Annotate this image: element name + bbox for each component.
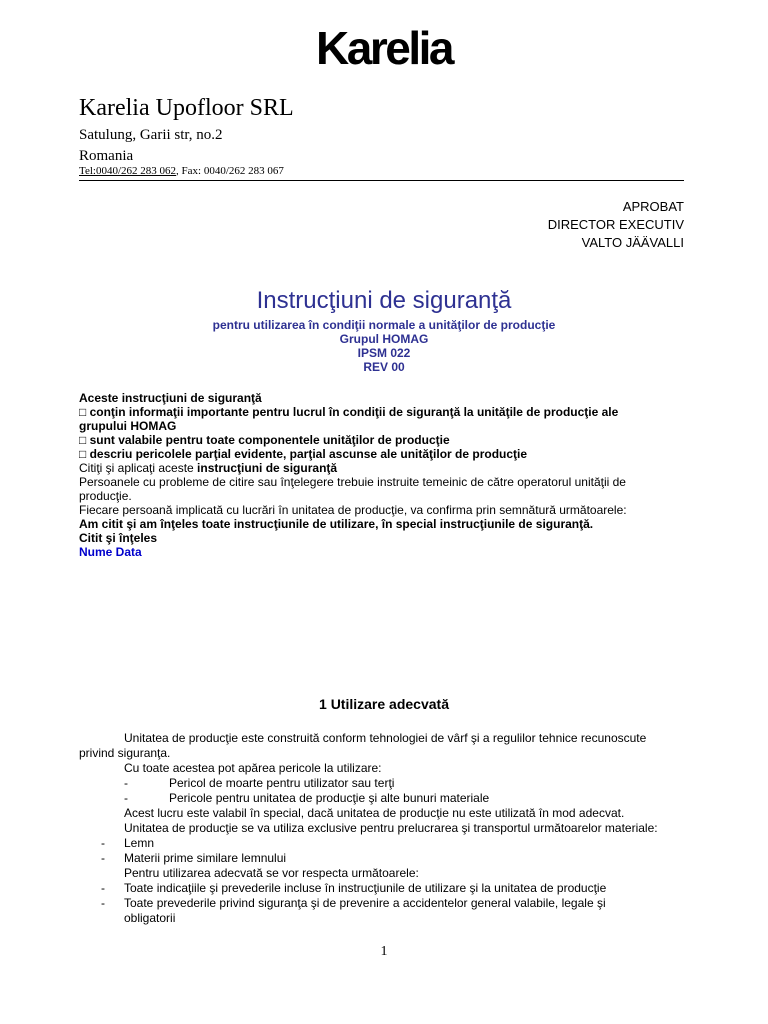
list-item-text: Lemn	[124, 836, 155, 850]
section-1-paragraph-4: Unitatea de producţie se va utiliza exclusive pentru prelucrarea şi transportul următoarelor materiale:	[124, 821, 658, 835]
intro-section	[79, 391, 679, 559]
company-name: Karelia Upofloor SRL	[79, 95, 294, 121]
approval-label: APROBAT	[622, 199, 684, 214]
list-item-text: Toate prevederile privind siguranţa şi de prevenire a accidentelor general valabile, legale şi	[124, 896, 606, 910]
fax-number: , Fax: 0040/262 283 067	[176, 165, 284, 177]
address-street: Satulung, Garii str, no.2	[79, 127, 223, 143]
name-date-label: Nume Data	[79, 545, 142, 559]
page-number: 1	[380, 944, 388, 959]
intro-bullet-1: □ conţin informaţii importante pentru lucrul în condiţii de siguranţă la unităţile de producţie ale	[79, 405, 619, 419]
header-divider	[79, 180, 684, 181]
confirmation-statement: Am citit şi am înţeles toate instrucţiunile de utilizare, în special instrucţiunile de siguranţă.	[79, 517, 594, 531]
company-logo: Karelia	[316, 22, 452, 74]
document-subtitle: pentru utilizarea în condiţii normale a unităţilor de producţie	[212, 318, 556, 332]
section-1-title: 1 Utilizare adecvată	[319, 696, 449, 712]
list-dash: -	[124, 776, 128, 790]
address-country: Romania	[79, 148, 134, 164]
reading-training-paragraph: Persoanele cu probleme de citire sau înţelegere trebuie instruite temeinic de către operatorul unităţii de producţie.	[79, 475, 626, 503]
list-dash: -	[101, 896, 105, 910]
approval-name: VALTO JÄÄVALLI	[581, 235, 684, 250]
document-code: IPSM 022	[357, 346, 411, 360]
intro-bullet-2: □ sunt valabile pentru toate componentele unităţilor de producţie	[79, 433, 450, 447]
list-item	[79, 881, 689, 896]
list-item	[79, 851, 689, 866]
section-1-paragraph-1: Unitatea de producţie este construită conform tehnologiei de vârf şi a regulilor tehnice recunoscute	[124, 731, 647, 745]
section-1-body	[79, 731, 689, 926]
document-revision: REV 00	[363, 360, 405, 374]
section-1-paragraph-5: Pentru utilizarea adecvată se vor respecta următoarele:	[124, 866, 419, 880]
list-item-text: Toate indicaţiile şi prevederile incluse în instrucţiunile de utilizare şi la unitatea de producţie	[124, 881, 607, 895]
intro-heading: Aceste instrucţiuni de siguranţă	[79, 391, 262, 405]
contact-line	[79, 164, 284, 178]
list-item-text: Pericol de moarte pentru utilizator sau terţi	[169, 776, 395, 790]
intro-bullet-1-cont: grupului HOMAG	[79, 419, 177, 433]
read-understood-label: Citit şi înţeles	[79, 531, 158, 545]
list-item-cont: obligatorii	[124, 911, 176, 925]
list-dash: -	[101, 851, 105, 865]
list-dash: -	[124, 791, 128, 805]
read-apply-line	[79, 461, 679, 475]
read-apply-bold: instrucţiuni de siguranţă	[197, 461, 338, 475]
list-item-text: Materii prime similare lemnului	[124, 851, 287, 865]
list-item	[79, 776, 689, 791]
section-1-paragraph-3: Acest lucru este valabil în special, dacă unitatea de producţie nu este utilizată în mod adecvat.	[124, 806, 625, 820]
document-group: Grupul HOMAG	[339, 332, 429, 346]
phone-number: Tel:0040/262 283 062	[79, 165, 177, 177]
intro-bullet-3: □ descriu pericolele parţial evidente, parţial ascunse ale unităţilor de producţie	[79, 447, 528, 461]
section-1-paragraph-1-cont: privind siguranţa.	[79, 746, 171, 760]
list-item-text: Pericole pentru unitatea de producţie şi alte bunuri materiale	[169, 791, 490, 805]
read-apply-prefix: Citiţi şi aplicaţi aceste	[79, 461, 198, 475]
approval-role: DIRECTOR EXECUTIV	[547, 217, 684, 232]
document-title: Instrucţiuni de siguranţă	[256, 287, 512, 314]
section-1-paragraph-2: Cu toate acestea pot apărea pericole la utilizare:	[124, 761, 382, 775]
list-dash: -	[101, 836, 105, 850]
list-dash: -	[101, 881, 105, 895]
list-item	[79, 836, 689, 851]
list-item	[79, 896, 689, 911]
list-item	[79, 791, 689, 806]
confirmation-paragraph: Fiecare persoană implicată cu lucrări în unitatea de producţie, va confirma prin semnătură următoarele:	[79, 503, 627, 517]
